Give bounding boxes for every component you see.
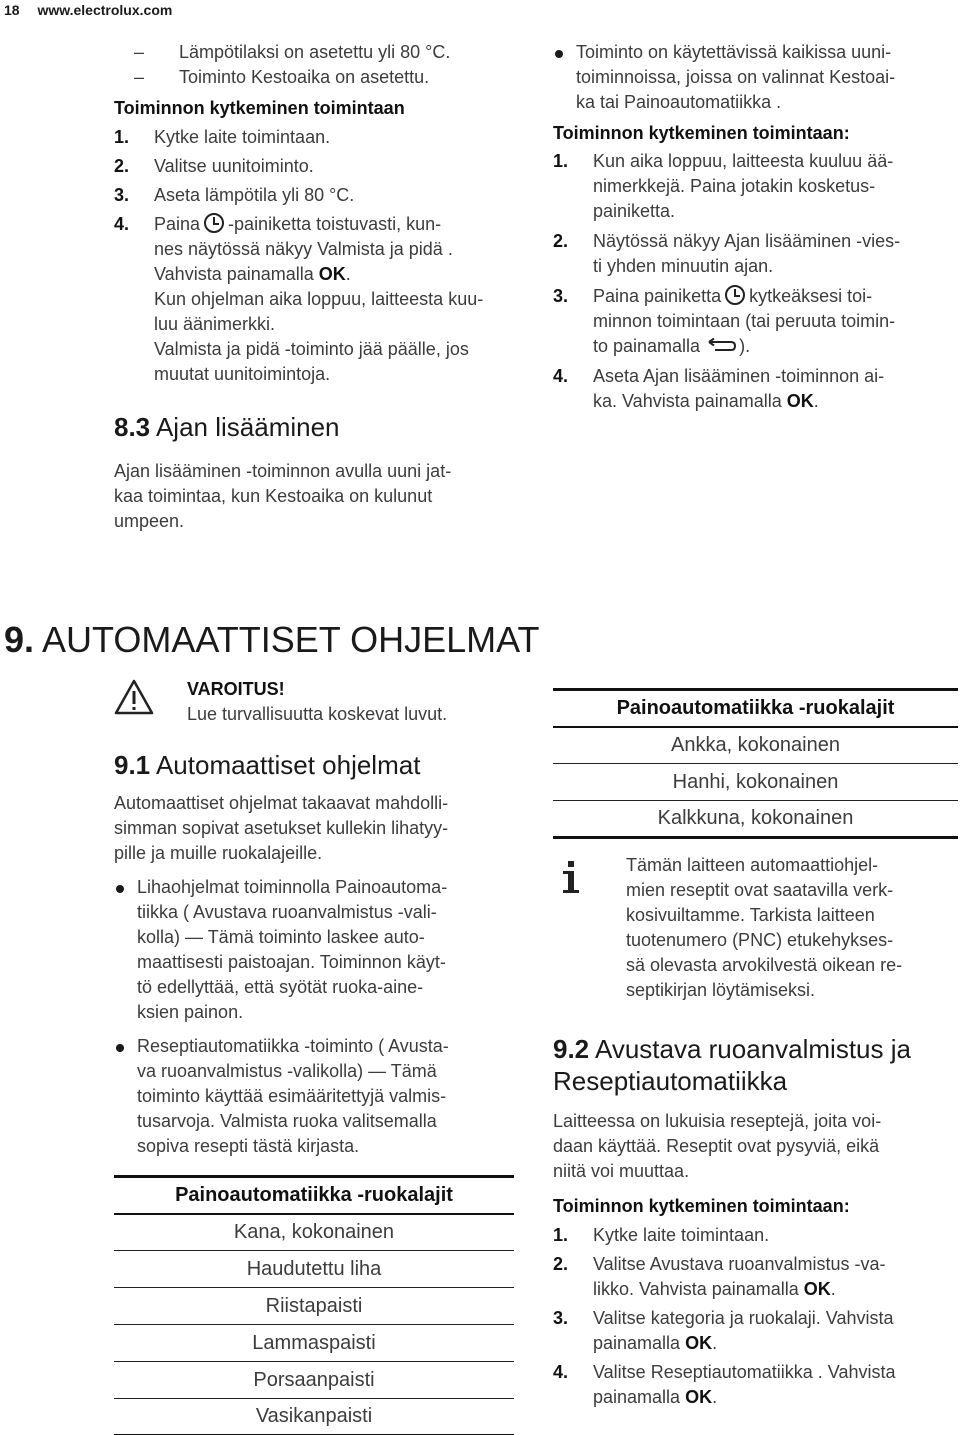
step-text: Kun aika loppuu, laitteesta kuuluu ää-	[593, 151, 894, 171]
step-4	[553, 364, 958, 414]
warning-title: VAROITUS!	[187, 679, 285, 699]
info-line: kosivuiltamme. Tarkista laitteen	[626, 905, 875, 925]
paragraph-line: kaa toimintaa, kun Kestoaika on kulunut	[114, 486, 433, 506]
step-text: Valitse kategoria ja ruokalaji. Vahvista	[593, 1308, 894, 1328]
step-text: Paina	[154, 214, 201, 234]
step-text: Aseta lämpötila yli 80 °C.	[154, 185, 355, 205]
bullet-line: toiminto käyttää esimääritettyjä valmis-	[137, 1086, 447, 1106]
step-number: 3.	[553, 1308, 569, 1328]
page-header	[4, 2, 172, 18]
warning-icon	[114, 679, 154, 715]
step-number: 2.	[553, 231, 569, 251]
table-cell: Vasikanpaisti	[255, 1405, 373, 1427]
top-right-column	[553, 40, 958, 414]
table-header: Painoautomatiikka -ruokalajit	[114, 1177, 514, 1214]
food-table-right	[553, 688, 958, 839]
table-row	[114, 1288, 514, 1325]
section-paragraph	[114, 459, 514, 534]
back-arrow-icon	[707, 338, 737, 354]
step-text: Vahvista painamalla	[154, 264, 314, 284]
bullet-item	[553, 40, 958, 115]
step-text: painamalla	[593, 1387, 681, 1407]
clock-icon	[204, 213, 224, 233]
step-number: 1.	[553, 151, 569, 171]
table-cell: Hanhi, kokonainen	[672, 770, 839, 793]
warning-text: Lue turvallisuutta koskevat luvut.	[187, 704, 448, 724]
table-header: Painoautomatiikka -ruokalajit	[553, 690, 958, 727]
step-2	[553, 229, 958, 279]
info-icon	[553, 859, 589, 895]
bullet-line: maattisesti paistoajan. Toiminnon käyt-	[137, 952, 446, 972]
step-number: 4.	[553, 1362, 569, 1382]
step-text: likko. Vahvista painamalla	[593, 1279, 799, 1299]
bottom-left-column	[114, 677, 514, 1435]
dash-item: – Toiminto Kestoaika on asetettu.	[134, 65, 514, 90]
bullet-line: ka tai Painoautomatiikka .	[576, 92, 782, 112]
section-heading-9-2	[553, 1033, 958, 1097]
step-number: 3.	[553, 286, 569, 306]
paragraph-line: Ajan lisääminen -toiminnon avulla uuni jat-	[114, 461, 452, 481]
chapter-title: AUTOMAATTISET OHJELMAT	[42, 619, 540, 660]
step-number: 2.	[114, 156, 130, 176]
step-4	[114, 212, 514, 387]
punctuation: .	[830, 1279, 836, 1299]
table-row	[553, 764, 958, 801]
section-heading-8-3	[114, 411, 514, 443]
table-cell: Ankka, kokonainen	[670, 733, 840, 756]
section-title: Avustava ruoanvalmistus ja	[594, 1034, 911, 1064]
step-text: Kytke laite toimintaan.	[593, 1225, 770, 1245]
step-text: Aseta Ajan lisääminen -toiminnon ai-	[593, 366, 885, 386]
step-text: Valitse Avustava ruoanvalmistus -va-	[593, 1254, 886, 1274]
bullet-line: sopiva resepti tästä kirjasta.	[137, 1136, 360, 1156]
step-number: 3.	[114, 185, 130, 205]
paragraph-line: umpeen.	[114, 511, 185, 531]
food-table-left	[114, 1175, 514, 1435]
subheading: Toiminnon kytkeminen toimintaan	[114, 98, 405, 118]
step-2	[114, 154, 514, 179]
page-number: 18	[4, 2, 20, 18]
paragraph-line: Laitteessa on lukuisia reseptejä, joita voi-	[553, 1111, 882, 1131]
table-row	[114, 1325, 514, 1362]
bullet-item	[114, 875, 514, 1025]
bottom-right-column	[553, 688, 958, 1410]
ok-key: OK	[786, 391, 814, 411]
bullet-line: kolla) — Tämä toiminto laskee auto-	[137, 927, 425, 947]
paragraph-line: Automaattiset ohjelmat takaavat mahdolli-	[114, 793, 449, 813]
paragraph-line: niitä voi muuttaa.	[553, 1161, 690, 1181]
step-1	[553, 1223, 958, 1248]
step-3	[553, 284, 958, 359]
bullet-line: tusarvoja. Valmista ruoka valitsemalla	[137, 1111, 437, 1131]
chapter-heading	[4, 618, 539, 662]
bullet-line: Lihaohjelmat toiminnolla Painoautoma-	[137, 877, 448, 897]
table-cell: Riistapaisti	[265, 1294, 363, 1317]
dash-item: – Lämpötilaksi on asetettu yli 80 °C.	[134, 40, 514, 65]
step-number: 2.	[553, 1254, 569, 1274]
step-text: painamalla	[593, 1333, 681, 1353]
table-cell: Lammaspaisti	[252, 1331, 376, 1354]
subheading: Toiminnon kytkeminen toimintaan:	[553, 1196, 850, 1216]
section-title: Ajan lisääminen	[155, 412, 340, 442]
bullet-line: ksien painon.	[137, 1002, 244, 1022]
bullet-line: Reseptiautomatiikka -toiminto ( Avusta-	[137, 1036, 449, 1056]
step-text: -painiketta toistuvasti, kun-	[228, 214, 442, 234]
info-line: septikirjan löytämiseksi.	[626, 980, 816, 1000]
clock-icon	[725, 285, 745, 305]
step-text: to painamalla	[593, 336, 701, 356]
step-text: nimerkkejä. Paina jotakin kosketus-	[593, 176, 876, 196]
step-2	[553, 1252, 958, 1302]
punctuation: .	[345, 264, 351, 284]
bullet-line: va ruoanvalmistus -valikolla) — Tämä	[137, 1061, 437, 1081]
bullet-line: tö edellyttää, että syötät ruoka-aine-	[137, 977, 424, 997]
info-line: tuotenumero (PNC) etukehykses-	[626, 930, 894, 950]
punctuation: ).	[739, 336, 751, 356]
step-1	[553, 149, 958, 224]
table-cell: Haudutettu liha	[246, 1257, 382, 1280]
section-number: 8.3	[114, 412, 151, 442]
step-text: Kytke laite toimintaan.	[154, 127, 331, 147]
ok-key: OK	[318, 264, 346, 284]
step-4	[553, 1360, 958, 1410]
step-text: minnon toimintaan (tai peruuta toimin-	[593, 311, 896, 331]
table-cell: Kalkkuna, kokonainen	[657, 807, 854, 829]
top-left-column	[114, 40, 514, 534]
section-number: 9.2	[553, 1034, 590, 1064]
bullet-line: toiminnoissa, joissa on valinnat Kestoai-	[576, 67, 896, 87]
bullet-line: tiikka ( Avustava ruoanvalmistus -vali-	[137, 902, 437, 922]
step-3	[114, 183, 514, 208]
table-row	[553, 801, 958, 838]
section-number: 9.1	[114, 750, 151, 780]
table-cell: Kana, kokonainen	[233, 1220, 395, 1243]
ok-key: OK	[803, 1279, 831, 1299]
section-paragraph	[114, 791, 514, 866]
step-text: ka. Vahvista painamalla	[593, 391, 782, 411]
section-heading-9-1	[114, 749, 514, 781]
chapter-number: 9.	[4, 619, 35, 660]
table-row	[114, 1251, 514, 1288]
step-text: Valmista ja pidä -toiminto jää päälle, jos	[154, 339, 469, 359]
step-text: Näytössä näkyy Ajan lisääminen -vies-	[593, 231, 901, 251]
step-text: Kun ohjelman aika loppuu, laitteesta kuu-	[154, 289, 484, 309]
step-number: 4.	[553, 366, 569, 386]
step-text: muutat uunitoimintoja.	[154, 364, 331, 384]
section-paragraph	[553, 1109, 958, 1184]
bullet-item	[114, 1034, 514, 1159]
step-number: 4.	[114, 214, 130, 234]
table-row	[114, 1399, 514, 1435]
step-number: 1.	[553, 1225, 569, 1245]
subheading: Toiminnon kytkeminen toimintaan:	[553, 123, 850, 143]
info-box	[553, 853, 958, 1003]
table-cell: Porsaanpaisti	[253, 1368, 375, 1391]
step-number: 1.	[114, 127, 130, 147]
step-text: nes näytössä näkyy Valmista ja pidä .	[154, 239, 453, 259]
ok-key: OK	[685, 1333, 713, 1353]
step-1	[114, 125, 514, 150]
step-3	[553, 1306, 958, 1356]
info-line: sä olevasta arvokilvestä oikean re-	[626, 955, 903, 975]
step-text: Paina painiketta	[593, 286, 722, 306]
paragraph-line: simman sopivat asetukset kullekin lihatyy-	[114, 818, 449, 838]
info-line: mien reseptit ovat saatavilla verk-	[626, 880, 894, 900]
header-url[interactable]: www.electrolux.com	[37, 2, 173, 18]
table-row	[114, 1214, 514, 1251]
paragraph-line: pille ja muille ruokalajeille.	[114, 843, 323, 863]
section-title: Reseptiautomatiikka	[553, 1066, 788, 1096]
warning-box	[114, 677, 514, 727]
section-title: Automaattiset ohjelmat	[155, 750, 421, 780]
ok-key: OK	[685, 1387, 713, 1407]
step-text: Valitse uunitoiminto.	[154, 156, 314, 176]
punctuation: .	[813, 391, 819, 411]
table-row	[553, 727, 958, 764]
table-row	[114, 1362, 514, 1399]
step-text: Valitse Reseptiautomatiikka . Vahvista	[593, 1362, 896, 1382]
step-text: ti yhden minuutin ajan.	[593, 256, 774, 276]
punctuation: .	[712, 1333, 718, 1353]
step-text: painiketta.	[593, 201, 676, 221]
step-text: luu äänimerkki.	[154, 314, 276, 334]
paragraph-line: daan käyttää. Reseptit ovat pysyviä, eikä	[553, 1136, 880, 1156]
info-line: Tämän laitteen automaattiohjel-	[626, 855, 879, 875]
bullet-line: Toiminto on käytettävissä kaikissa uuni-	[576, 42, 892, 62]
punctuation: .	[712, 1387, 718, 1407]
step-text: kytkeäksesi toi-	[749, 286, 873, 306]
